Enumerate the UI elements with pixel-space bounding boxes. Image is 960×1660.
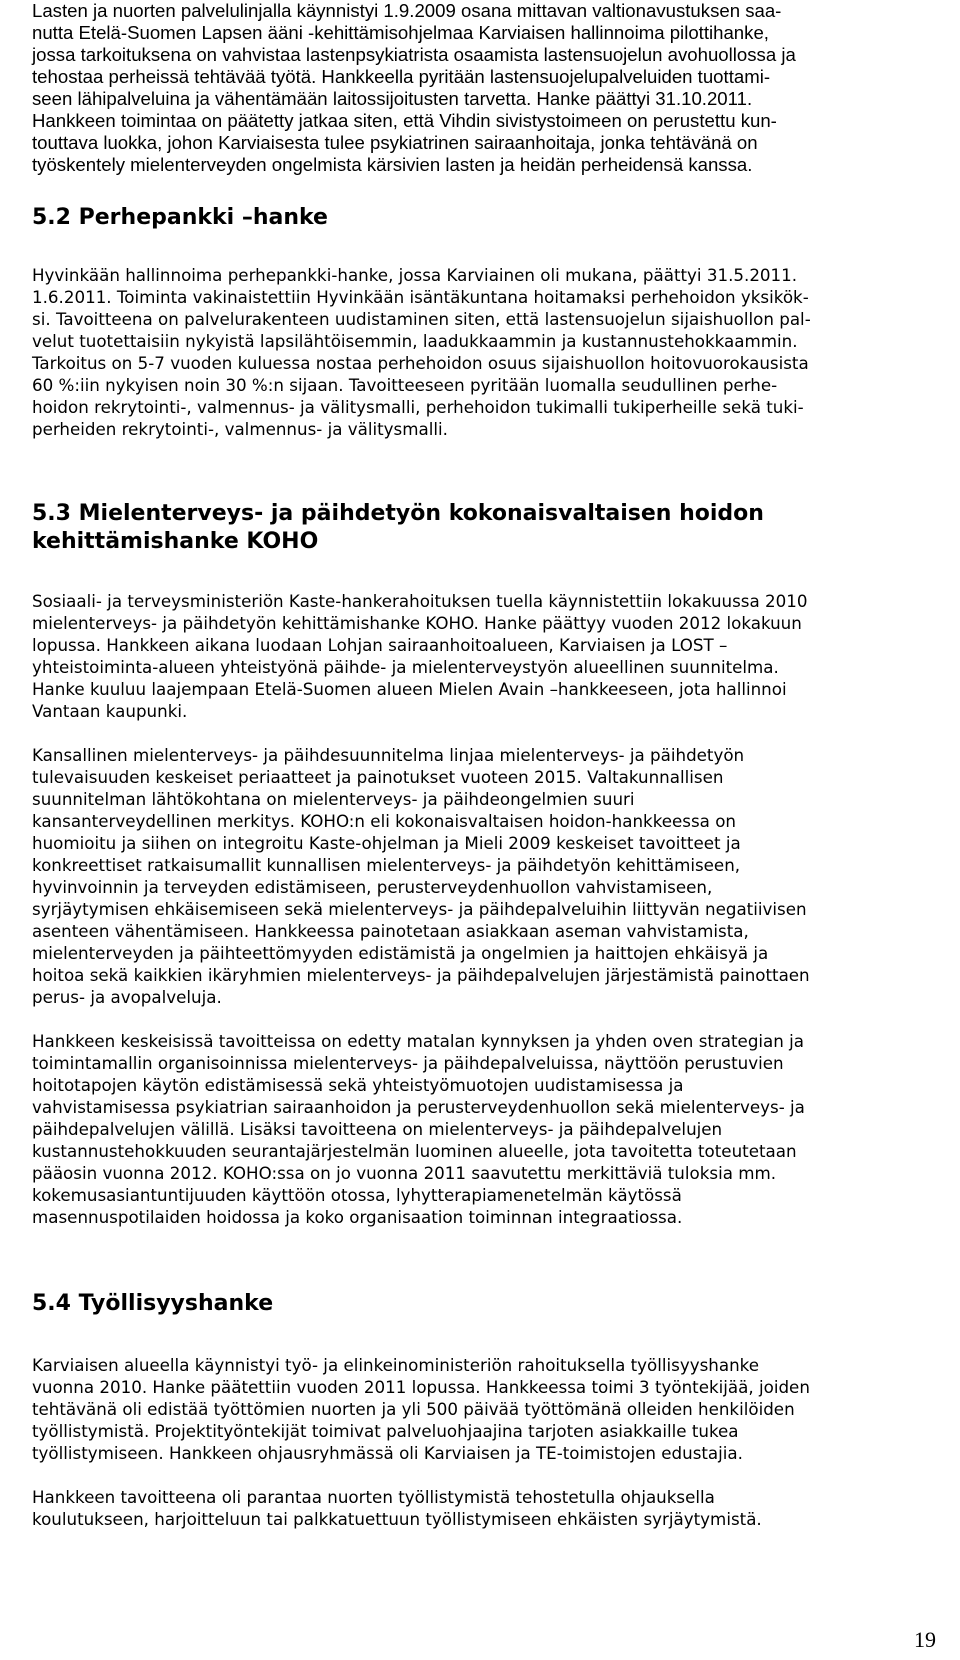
heading-line: kehittämishanke KOHO xyxy=(32,529,319,554)
text-line: touttava luokka, johon Karviaisesta tulee psykiatrinen sairaanhoitaja, jonka tehtävänä on xyxy=(32,132,758,153)
text-line: hoitotapojen käytön edistämisessä sekä yhteistyömuotojen uudistamisessa ja xyxy=(32,1075,684,1095)
text-line: Tarkoitus on 5-7 vuoden kuluessa nostaa perhehoidon osuus sijaishuollon hoitovuorokausista xyxy=(32,353,809,373)
text-line: kokemusasiantuntijuuden käyttöön otossa, lyhytterapiamenetelmän käytössä xyxy=(32,1185,682,1205)
text-line: Hanke kuuluu laajempaan Etelä-Suomen alueen Mielen Avain –hankkeeseen, jota hallinnoi xyxy=(32,679,787,699)
text-line: Lasten ja nuorten palvelulinjalla käynnistyi 1.9.2009 osana mittavan valtionavustuksen saa- xyxy=(32,0,782,21)
section-heading-5-4: 5.4 Työllisyyshanke xyxy=(32,1291,274,1316)
text-line: työllistymistä. Projektityöntekijät toimivat palveluohjaajina tarjoten asiakkaille tukea xyxy=(32,1421,739,1441)
text-line: 60 %:iin nykyisen noin 30 %:n sijaan. Tavoitteeseen pyritään luomalla seudullinen perhe- xyxy=(32,375,778,395)
text-line: vahvistamisessa psykiatrian sairaanhoidon ja perusterveydenhuollon sekä mielenterveys- ja xyxy=(32,1097,805,1117)
text-line: nutta Etelä-Suomen Lapsen ääni -kehittämisohjelmaa Karviaisen hallinnoima pilottihanke, xyxy=(32,22,769,43)
text-line: jossa tarkoituksena on vahvistaa lastenpsykiatrista osaamista lastensuojelun avohuollossa ja xyxy=(32,44,796,65)
text-line: toimintamallin organisoinnissa mielenterveys- ja päihdepalveluissa, näyttöön perustuvien xyxy=(32,1053,784,1073)
text-line: tehostaa perheissä tehtävää työtä. Hankkeella pyritään lastensuojelupalveluiden tuottami- xyxy=(32,66,771,87)
text-line: Hankkeen keskeisissä tavoitteissa on edetty matalan kynnyksen ja yhden oven strategian ja xyxy=(32,1031,805,1051)
text-line: mielenterveys- ja päihdetyön kehittämishanke KOHO. Hanke päättyy vuoden 2012 lokakuun xyxy=(32,613,802,633)
heading-line: 5.3 Mielenterveys- ja päihdetyön kokonaisvaltaisen hoidon xyxy=(32,501,764,526)
text-line: seen lähipalveluina ja vähentämään laitossijoitusten tarvetta. Hanke päättyi 31.10.2011. xyxy=(32,88,753,109)
text-line: si. Tavoitteena on palvelurakenteen uudistaminen siten, että lastensuojelun sijaishuollon pal- xyxy=(32,309,811,329)
text-line: asenteen vähentämiseen. Hankkeessa painotetaan asiakkaan aseman vahvistamista, xyxy=(32,921,749,941)
text-line: perus- ja avopalveluja. xyxy=(32,987,222,1007)
text-line: tehtävänä oli edistää työttömien nuorten ja yli 500 päivää työttömänä olleiden henkilöiden xyxy=(32,1399,795,1419)
text-line: päihdepalvelujen välillä. Lisäksi tavoitteena on mielenterveys- ja päihdepalvelujen xyxy=(32,1119,723,1139)
text-line: Hankkeen toimintaa on päätetty jatkaa siten, että Vihdin sivistystoimeen on perustettu kun- xyxy=(32,110,777,131)
text-line: koulutukseen, harjoitteluun tai palkkatuettuun työllistymiseen ehkäisten syrjäytymistä. xyxy=(32,1509,762,1529)
text-line: huomioitu ja siihen on integroitu Kaste-ohjelman ja Mieli 2009 keskeiset tavoitteet ja xyxy=(32,833,741,853)
text-line: vuonna 2010. Hanke päätettiin vuoden 2011 lopussa. Hankkeessa toimi 3 työntekijää, joiden xyxy=(32,1377,810,1397)
text-line: hoitoa sekä kaikkien ikäryhmien mielenterveys- ja päihdepalvelujen järjestämistä painottaen xyxy=(32,965,810,985)
text-line: suunnitelman lähtökohtana on mielenterveys- ja päihdeongelmien suuri xyxy=(32,789,635,809)
text-line: kustannustehokkuuden seurantajärjestelmän luominen alueelle, jota tavoitetta toteutetaan xyxy=(32,1141,797,1161)
text-line: yhteistoiminta-alueen yhteistyönä päihde- ja mielenterveystyön alueellinen suunnitelma. xyxy=(32,657,779,677)
text-line: hyvinvoinnin ja terveyden edistämiseen, perusterveydenhuollon vahvistamiseen, xyxy=(32,877,713,897)
text-line: velut tuotettaisiin nykyistä lapsilähtöisemmin, laadukkaammin ja kustannustehokkaammin. xyxy=(32,331,798,351)
text-line: tulevaisuuden keskeiset periaatteet ja painotukset vuoteen 2015. Valtakunnallisen xyxy=(32,767,724,787)
section-heading-5-2: 5.2 Perhepankki –hanke xyxy=(32,205,328,230)
text-line: masennuspotilaiden hoidossa ja koko organisaation toiminnan integraatiossa. xyxy=(32,1207,683,1227)
text-line: pääosin vuonna 2012. KOHO:ssa on jo vuonna 2011 saavutettu merkittäviä tuloksia mm. xyxy=(32,1163,777,1183)
text-line: 1.6.2011. Toiminta vakinaistettiin Hyvinkään isäntäkuntana hoitamaksi perhehoidon yksikök- xyxy=(32,287,809,307)
text-line: Sosiaali- ja terveysministeriön Kaste-hankerahoituksen tuella käynnistettiin lokakuussa 2010 xyxy=(32,591,808,611)
text-line: Hyvinkään hallinnoima perhepankki-hanke, jossa Karviainen oli mukana, päättyi 31.5.2011. xyxy=(32,265,798,285)
text-line: hoidon rekrytointi-, valmennus- ja välitysmalli, perhehoidon tukimalli tukiperheille sekä tuki- xyxy=(32,397,804,417)
text-line: perheiden rekrytointi-, valmennus- ja välitysmalli. xyxy=(32,419,448,439)
text-line: konkreettiset ratkaisumallit kunnallisen mielenterveys- ja päihdetyön kehittämiseen, xyxy=(32,855,741,875)
text-line: työskentely mielenterveyden ongelmista kärsivien lasten ja heidän perheidensä kanssa. xyxy=(32,154,753,175)
text-line: Vantaan kaupunki. xyxy=(32,701,188,721)
text-line: lopussa. Hankkeen aikana luodaan Lohjan sairaanhoitoalueen, Karviaisen ja LOST – xyxy=(32,635,728,655)
text-line: Karviaisen alueella käynnistyi työ- ja elinkeinoministeriön rahoituksella työllisyyshanke xyxy=(32,1355,759,1375)
text-line: syrjäytymisen ehkäisemiseen sekä mielenterveys- ja päihdepalveluihin liittyvän negatiivisen xyxy=(32,899,807,919)
text-line: Kansallinen mielenterveys- ja päihdesuunnitelma linjaa mielenterveys- ja päihdetyön xyxy=(32,745,745,765)
page-number: 19 xyxy=(914,1627,936,1652)
text-line: Hankkeen tavoitteena oli parantaa nuorten työllistymistä tehostetulla ohjauksella xyxy=(32,1487,715,1507)
text-line: mielenterveyden ja päihteettömyyden edistämistä ja ongelmien ja haittojen ehkäisyä ja xyxy=(32,943,769,963)
text-line: työllistymiseen. Hankkeen ohjausryhmässä oli Karviaisen ja TE-toimistojen edustajia. xyxy=(32,1443,743,1463)
text-line: kansanterveydellinen merkitys. KOHO:n eli kokonaisvaltaisen hoidon-hankkeessa on xyxy=(32,811,737,831)
